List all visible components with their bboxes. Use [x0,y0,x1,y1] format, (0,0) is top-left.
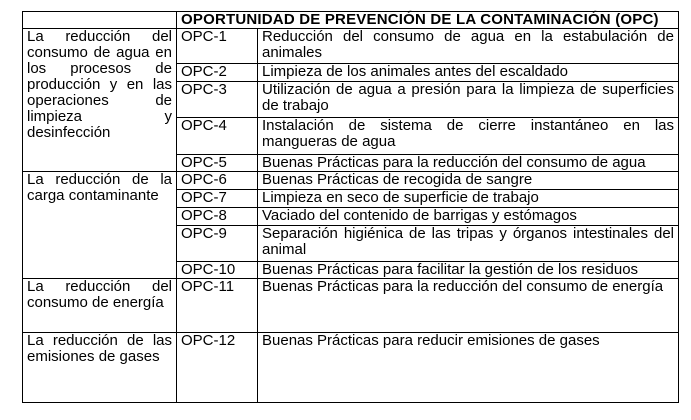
table-row [23,29,679,64]
opc-code: OPC-5 [177,155,258,172]
opc-code: OPC-1 [177,29,258,64]
opc-description: Limpieza en seco de superficie de trabajo [258,190,679,208]
opc-code: OPC-7 [177,190,258,208]
table-row [23,279,679,333]
table-row [23,172,679,190]
opc-description: Limpieza de los animales antes del escaldado [258,64,679,82]
table-row [23,333,679,403]
opc-description: Separación higiénica de las tripas y órganos intestinales del animal [258,226,679,262]
opc-code: OPC-8 [177,208,258,226]
opc-description: Utilización de agua a presión para la limpieza de superficies de trabajo [258,82,679,118]
category-cell: La reducción de la carga contaminante [23,172,177,279]
category-cell: La reducción del consumo de agua en los procesos de producción y en las operaciones de limpieza y desinfección [23,29,177,172]
opc-code: OPC-6 [177,172,258,190]
table-header: OPORTUNIDAD DE PREVENCIÓN DE LA CONTAMINACIÓN (OPC) [177,12,679,29]
empty-corner-cell [23,12,177,29]
opc-description: Buenas Prácticas de recogida de sangre [258,172,679,190]
opc-description: Vaciado del contenido de barrigas y estómagos [258,208,679,226]
opc-description: Buenas Prácticas para la reducción del consumo de agua [258,155,679,172]
opc-description: Reducción del consumo de agua en la estabulación de animales [258,29,679,64]
opc-description: Buenas Prácticas para reducir emisiones de gases [258,333,679,403]
opc-code: OPC-11 [177,279,258,333]
opc-code: OPC-2 [177,64,258,82]
opc-description: Buenas Prácticas para la reducción del consumo de energía [258,279,679,333]
opc-code: OPC-3 [177,82,258,118]
opc-description: Buenas Prácticas para facilitar la gestión de los residuos [258,262,679,279]
category-cell: La reducción del consumo de energía [23,279,177,333]
opc-code: OPC-4 [177,118,258,155]
category-cell: La reducción de las emisiones de gases [23,333,177,403]
opc-code: OPC-10 [177,262,258,279]
opc-description: Instalación de sistema de cierre instantáneo en las mangueras de agua [258,118,679,155]
header-row [23,12,679,29]
opc-table [22,11,679,403]
opc-code: OPC-9 [177,226,258,262]
opc-code: OPC-12 [177,333,258,403]
